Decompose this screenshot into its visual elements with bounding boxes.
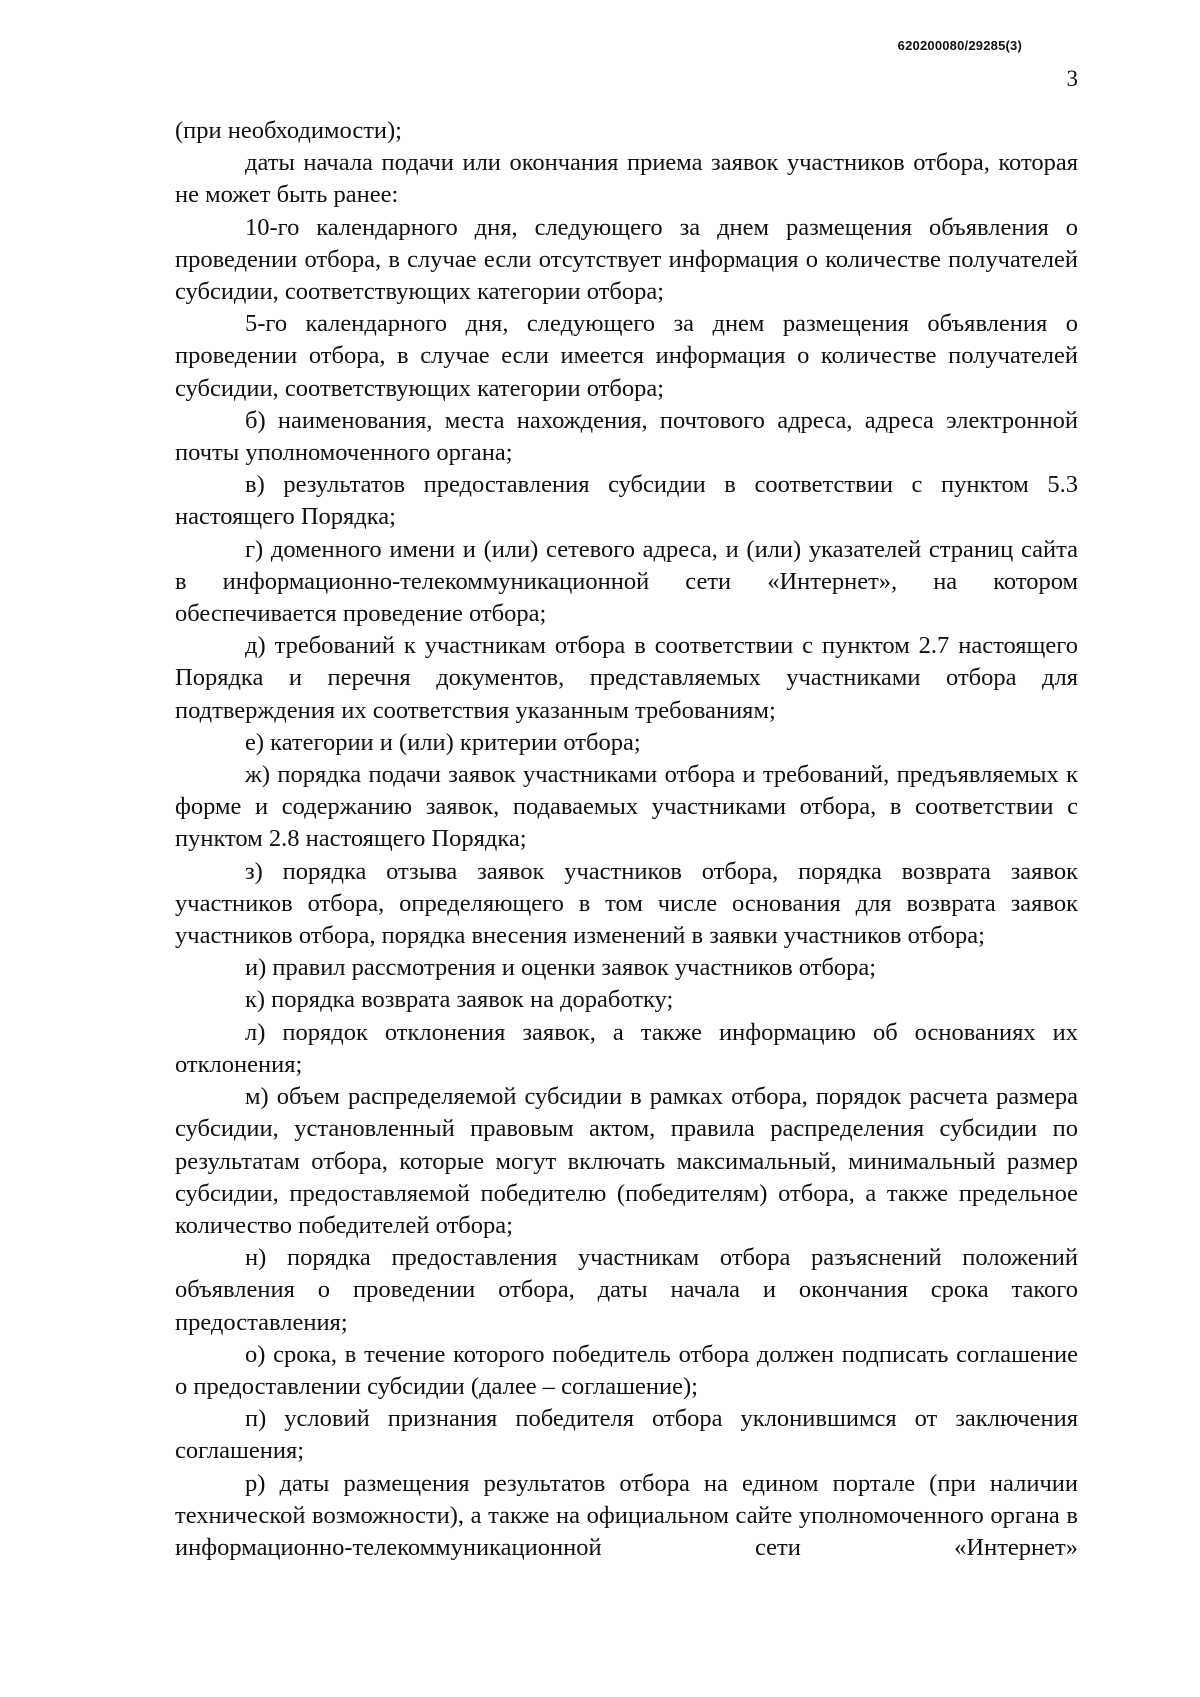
paragraph: з) порядка отзыва заявок участников отбора, порядка возврата заявок участников отбора, определяющего в том числе основания для возврата заявок участников отбора, порядка внесения изменений в заявки участников отбора;	[175, 857, 1078, 950]
paragraph: м) объем распределяемой субсидии в рамках отбора, порядок расчета размера субсидии, установленный правовым актом, правила распределения субсидии по результатам отбора, которые могут включать максимальный, минимальный размер субсидии, предоставляемой победителю (победителям) отбора, а также предельное количество победителей отбора;	[175, 1083, 1078, 1239]
document-id: 620200080/29285(3)	[897, 38, 1022, 53]
paragraph: д) требований к участникам отбора в соответствии с пунктом 2.7 настоящего Порядка и перечня документов, представляемых участниками отбора для подтверждения их соответствия указанным требованиям;	[175, 632, 1078, 724]
paragraph: е) категории и (или) критерии отбора;	[245, 728, 641, 756]
paragraph: в) результатов предоставления субсидии в соответствии с пунктом 5.3 настоящего Порядка;	[175, 471, 1078, 531]
paragraph: 5-го календарного дня, следующего за днем размещения объявления о проведении отбора, в случае если имеется информация о количестве получателей субсидии, соответствующих категории отбора;	[175, 310, 1078, 402]
paragraph: б) наименования, места нахождения, почтового адреса, адреса электронной почты уполномоченного органа;	[175, 406, 1078, 467]
paragraph: г) доменного имени и (или) сетевого адреса, и (или) указателей страниц сайта в информационно-телекоммуникационной сети «Интернет», на котором обеспечивается проведение отбора;	[175, 535, 1078, 628]
paragraph: к) порядка возврата заявок на доработку;	[245, 986, 674, 1014]
paragraph: даты начала подачи или окончания приема заявок участников отбора, которая не может быть ранее:	[175, 149, 1078, 209]
paragraph: о) срока, в течение которого победитель отбора должен подписать соглашение о предоставлении субсидии (далее – соглашение);	[175, 1340, 1078, 1400]
paragraph: и) правил рассмотрения и оценки заявок участников отбора;	[245, 954, 877, 982]
paragraph: п) условий признания победителя отбора уклонившимся от заключения соглашения;	[175, 1405, 1078, 1465]
paragraph: (при необходимости);	[175, 117, 402, 144]
paragraph: н) порядка предоставления участникам отбора разъяснений положений объявления о проведении отбора, даты начала и окончания срока такого предоставления;	[175, 1244, 1078, 1336]
paragraph: л) порядок отклонения заявок, а также информацию об основаниях их отклонения;	[175, 1018, 1078, 1078]
paragraph: ж) порядка подачи заявок участниками отбора и требований, предъявляемых к форме и содержанию заявок, подаваемых участниками отбора, в соответствии с пунктом 2.8 настоящего Порядка;	[175, 761, 1078, 853]
document-body	[175, 115, 1078, 1564]
page-number: 3	[1066, 66, 1078, 91]
paragraph: 10-го календарного дня, следующего за днем размещения объявления о проведении отбора, в случае если отсутствует информация о количестве получателей субсидии, соответствующих категории отбора;	[175, 213, 1078, 306]
paragraph: р) даты размещения результатов отбора на едином портале (при наличии технической возможности), а также на официальном сайте уполномоченного органа в информационно-телекоммуникационной сети «Интернет»	[175, 1469, 1078, 1561]
